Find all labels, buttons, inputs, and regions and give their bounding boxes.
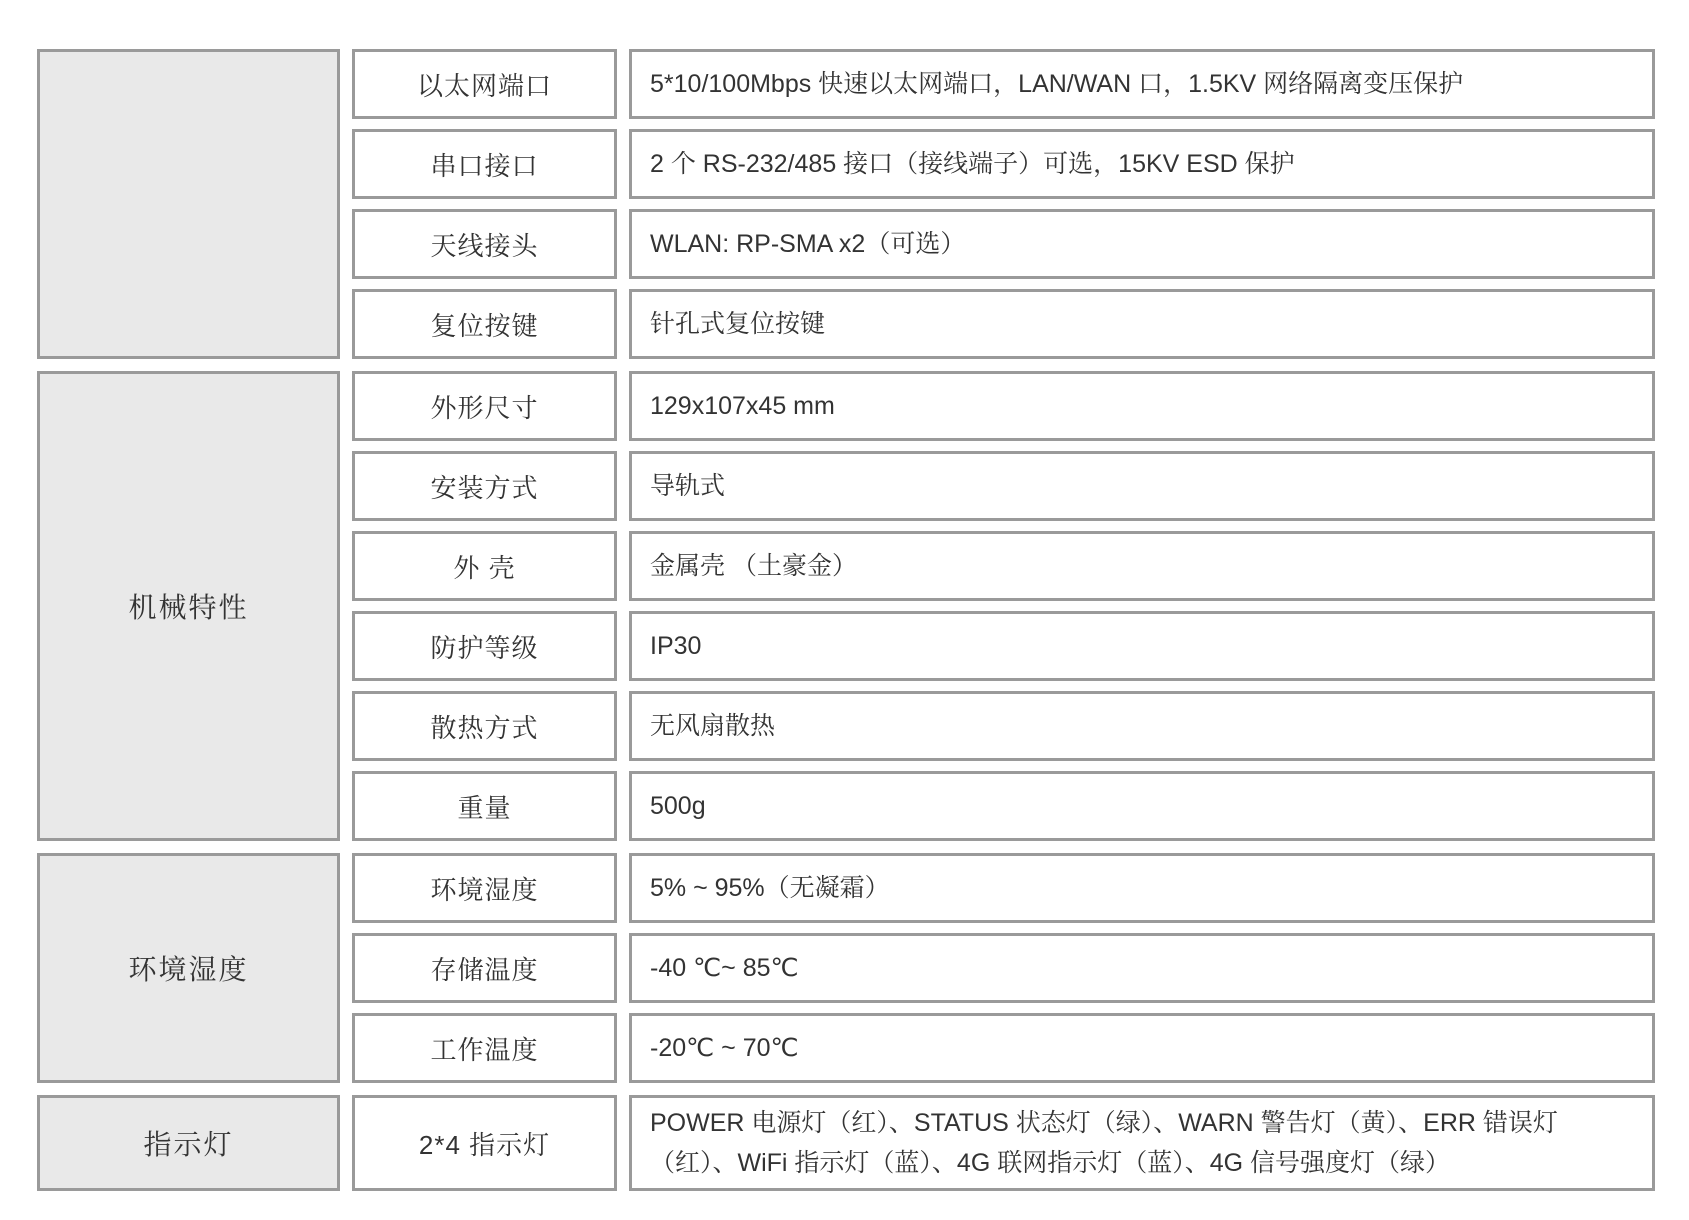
param-cell-enclosure: 外 壳 <box>352 531 617 601</box>
table-row <box>352 531 1655 601</box>
value-text: WLAN: RP-SMA x2（可选） <box>650 230 966 258</box>
category-cell-empty <box>37 49 340 359</box>
param-cell-cooling: 散热方式 <box>352 691 617 761</box>
value-text: -20℃ ~ 70℃ <box>650 1034 799 1062</box>
param-cell-serial-port: 串口接口 <box>352 129 617 199</box>
param-cell-antenna-connector: 天线接头 <box>352 209 617 279</box>
param-cell-storage-temperature: 存储温度 <box>352 933 617 1003</box>
value-cell-weight <box>629 771 1655 841</box>
group-rows <box>352 1095 1655 1191</box>
category-cell-indicators: 指示灯 <box>37 1095 340 1191</box>
value-cell-reset-button <box>629 289 1655 359</box>
value-cell-cooling <box>629 691 1655 761</box>
group-rows <box>352 371 1655 841</box>
table-row <box>352 1095 1655 1191</box>
value-cell-protection-rating <box>629 611 1655 681</box>
value-cell-mounting <box>629 451 1655 521</box>
spec-group-environment <box>37 853 1655 1083</box>
table-row <box>352 611 1655 681</box>
value-text: 2 个 RS-232/485 接口（接线端子）可选，15KV ESD 保护 <box>650 150 1295 178</box>
value-cell-antenna-connector <box>629 209 1655 279</box>
param-cell-protection-rating: 防护等级 <box>352 611 617 681</box>
value-cell-operating-temperature <box>629 1013 1655 1083</box>
table-row <box>352 451 1655 521</box>
value-text: -40 ℃~ 85℃ <box>650 954 799 982</box>
param-cell-operating-temperature: 工作温度 <box>352 1013 617 1083</box>
category-cell-mechanical: 机械特性 <box>37 371 340 841</box>
value-text: 无风扇散热 <box>650 712 776 740</box>
value-cell-leds <box>629 1095 1655 1191</box>
param-cell-mounting: 安装方式 <box>352 451 617 521</box>
value-text: 500g <box>650 792 706 820</box>
value-text: 5% ~ 95%（无凝霜） <box>650 874 890 902</box>
spec-group-mechanical <box>37 371 1655 841</box>
param-cell-weight: 重量 <box>352 771 617 841</box>
table-row <box>352 49 1655 119</box>
table-row <box>352 853 1655 923</box>
value-text-line1: POWER 电源灯（红）、STATUS 状态灯（绿）、WARN 警告灯（黄）、ERR 错误灯 <box>650 1109 1558 1137</box>
value-text: 5*10/100Mbps 快速以太网端口，LAN/WAN 口，1.5KV 网络隔离变压保护 <box>650 70 1464 98</box>
group-rows <box>352 49 1655 359</box>
spec-group-indicators <box>37 1095 1655 1191</box>
spec-group-interfaces <box>37 49 1655 359</box>
value-text: 129x107x45 mm <box>650 392 835 420</box>
param-cell-led-count: 2*4 指示灯 <box>352 1095 617 1191</box>
table-row <box>352 1013 1655 1083</box>
value-cell-storage-temperature <box>629 933 1655 1003</box>
table-row <box>352 129 1655 199</box>
param-cell-reset-button: 复位按键 <box>352 289 617 359</box>
value-cell-serial-port <box>629 129 1655 199</box>
group-rows <box>352 853 1655 1083</box>
value-cell-enclosure <box>629 531 1655 601</box>
value-text: 针孔式复位按键 <box>650 310 826 338</box>
param-cell-dimensions: 外形尺寸 <box>352 371 617 441</box>
value-text-line2: （红）、WiFi 指示灯（蓝）、4G 联网指示灯（蓝）、4G 信号强度灯（绿） <box>650 1149 1451 1177</box>
table-row <box>352 691 1655 761</box>
value-cell-ethernet-port <box>629 49 1655 119</box>
param-cell-humidity: 环境湿度 <box>352 853 617 923</box>
value-text: 金属壳 （土豪金） <box>650 552 857 580</box>
table-row <box>352 933 1655 1003</box>
category-cell-environment: 环境湿度 <box>37 853 340 1083</box>
value-cell-humidity <box>629 853 1655 923</box>
table-row <box>352 371 1655 441</box>
param-cell-ethernet-port: 以太网端口 <box>352 49 617 119</box>
value-text: IP30 <box>650 632 702 660</box>
spec-table <box>37 49 1655 1203</box>
value-cell-dimensions <box>629 371 1655 441</box>
value-text: 导轨式 <box>650 472 726 500</box>
table-row <box>352 289 1655 359</box>
table-row <box>352 771 1655 841</box>
table-row <box>352 209 1655 279</box>
